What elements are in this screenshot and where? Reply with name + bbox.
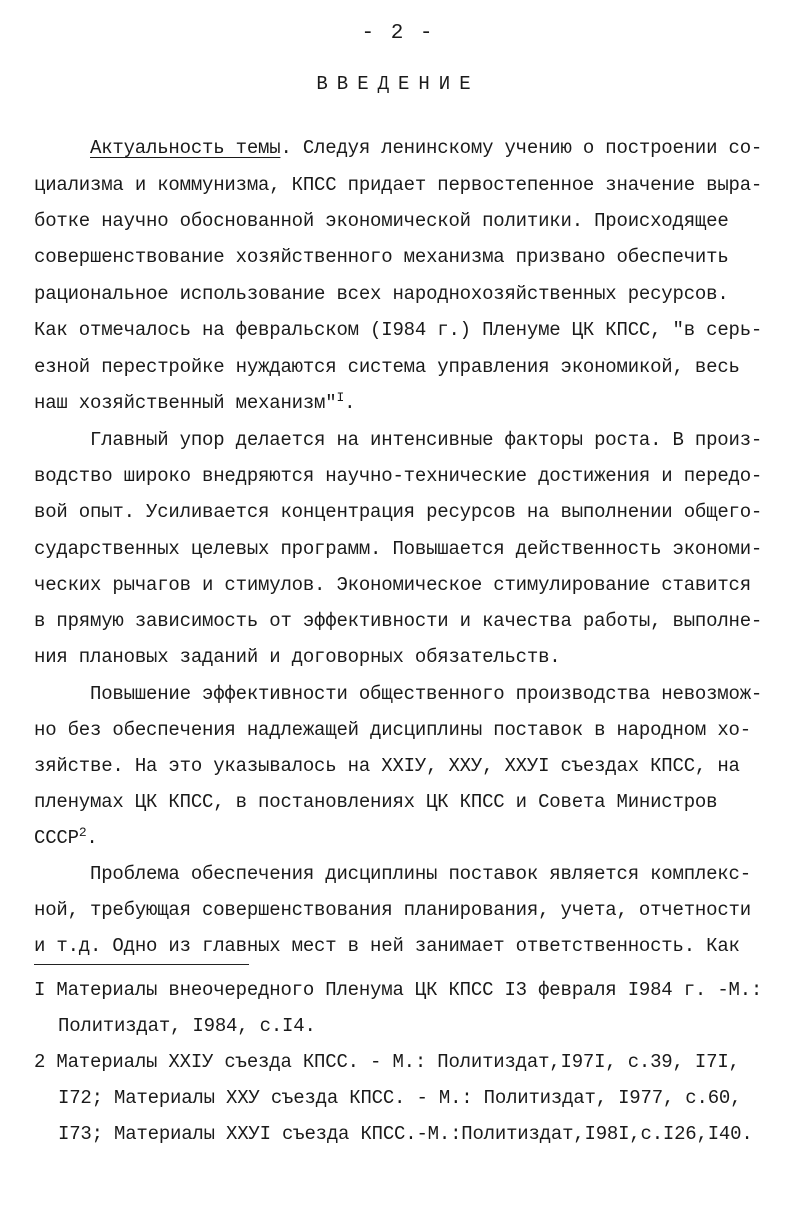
para4-line-2: ной, требующая совершенствования планирования, учета, отчетности	[34, 899, 751, 921]
para1-line-8-text: наш хозяйственный механизм"	[34, 392, 337, 414]
footnote-2-line-3: I73; Материалы ХХУI съезда КПСС.-М.:Политиздат,I98I,с.I26,I40.	[58, 1123, 753, 1145]
para1-line-7: езной перестройке нуждаются система управления экономикой, весь	[34, 356, 740, 378]
para1-line-2: циализма и коммунизма, КПСС придает первостепенное значение выра-	[34, 174, 763, 196]
para1-line-3: ботке научно обоснованной экономической политики. Происходящее	[34, 210, 729, 232]
para1-line-8	[34, 391, 355, 415]
para3-line-5	[34, 826, 98, 850]
para1-line-6: Как отмечалось на февральском (I984 г.) Пленуме ЦК КПСС, "в серь-	[34, 319, 763, 341]
para3-line-3: зяйстве. На это указывалось на ХХIУ, ХХУ, ХХУI съездах КПСС, на	[34, 755, 740, 777]
para2-line-2: водство широко внедряются научно-технические достижения и передо-	[34, 465, 763, 487]
para2-line-6: в прямую зависимость от эффективности и качества работы, выполне-	[34, 610, 763, 632]
para3-line-1: Повышение эффективности общественного производства невозмож-	[90, 683, 763, 705]
para1-line-8-end: .	[344, 392, 356, 414]
para2-line-1: Главный упор делается на интенсивные факторы роста. В произ-	[90, 429, 763, 451]
para2-line-4: сударственных целевых программ. Повышается действенность экономи-	[34, 538, 763, 560]
para2-line-7: ния плановых заданий и договорных обязательств.	[34, 646, 561, 668]
para1-line-5: рациональное использование всех народнохозяйственных ресурсов.	[34, 283, 729, 305]
para3-line-5-text: СССР	[34, 827, 79, 849]
footnote-2-line-1: 2 Материалы ХХIУ съезда КПСС. - М.: Политиздат,I97I, с.39, I7I,	[34, 1051, 740, 1073]
section-heading: ВВЕДЕНИЕ	[316, 73, 480, 95]
footnote-1-line-1: I Материалы внеочередного Пленума ЦК КПСС I3 февраля I984 г. -М.:	[34, 979, 763, 1001]
para1-line-1	[90, 136, 762, 160]
footnote-1-line-2: Политиздат, I984, с.I4.	[58, 1015, 316, 1037]
para1-line-4: совершенствование хозяйственного механизма призвано обеспечить	[34, 246, 729, 268]
para3-line-4: пленумах ЦК КПСС, в постановлениях ЦК КПСС и Совета Министров	[34, 791, 718, 813]
para1-line-1-text: . Следуя ленинскому учению о построении со-	[280, 137, 763, 159]
para2-line-5: ческих рычагов и стимулов. Экономическое стимулирование ставится	[34, 574, 751, 596]
para3-line-2: но без обеспечения надлежащей дисциплины поставок в народном хо-	[34, 719, 751, 741]
footnote-2-line-2: I72; Материалы ХХУ съезда КПСС. - М.: Политиздат, I977, с.60,	[58, 1087, 742, 1109]
topic-relevance-label: Актуальность темы	[90, 137, 281, 159]
para2-line-3: вой опыт. Усиливается концентрация ресурсов на выполнении общего-	[34, 501, 763, 523]
footnote-separator	[34, 964, 249, 965]
footnote-ref-1: I	[336, 390, 345, 405]
para4-line-1: Проблема обеспечения дисциплины поставок является комплекс-	[90, 863, 751, 885]
footnote-ref-2: 2	[78, 825, 87, 840]
para4-line-3: и т.д. Одно из главных мест в ней занимает ответственность. Как	[34, 935, 740, 957]
para3-line-5-end: .	[86, 827, 98, 849]
page-number: - 2 -	[361, 22, 435, 45]
